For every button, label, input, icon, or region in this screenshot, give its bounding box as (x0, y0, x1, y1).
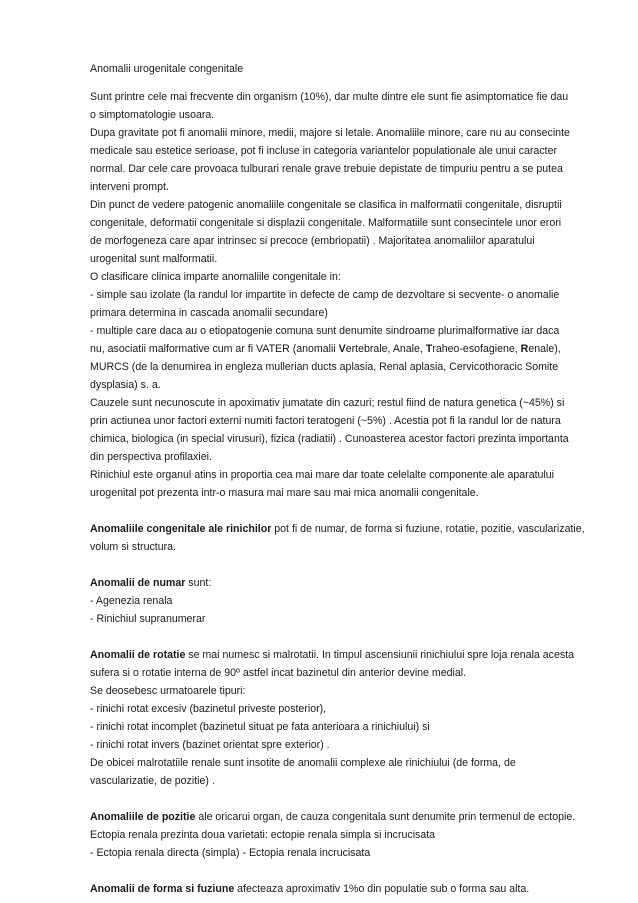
text-line: Anomaliile de pozitie ale oricarui organ, de cauza congenitala sunt denumite prin termenul de ectopie. (90, 811, 576, 823)
document-title: Anomalii urogenitale congenitale (90, 63, 244, 75)
text-line: primara determina in cascada anomalii secundare) (90, 307, 328, 319)
text-line: Anomalii de numar sunt: (90, 577, 212, 589)
text-line: De obicei malrotatiile renale sunt insotite de anomalii complexe ale rinichiului (de forma, de (90, 757, 516, 769)
text-line: - Ectopia renala directa (simpla) - Ectopia renala incrucisata (90, 847, 371, 859)
text-line: interveni prompt. (90, 181, 169, 193)
text-line: vascularizatie, de pozitie) . (90, 775, 215, 787)
text-line: normal. Dar cele care provoaca tulburari renale grave trebuie depistate de timpuriu pentru a se putea (90, 163, 563, 175)
section-heading: Anomaliile congenitale ale rinichilor (90, 523, 272, 535)
kidney-anomalies-paragraph (90, 520, 598, 556)
text-line: Anomalii de forma si fuziune afecteaza aproximativ 1%o din populatie sub o forma sau alta. (90, 883, 530, 895)
text-line: medicale sau estetice serioase, pot fi incluse in categoria variantelor populationale ale unui caracter (90, 145, 557, 157)
text-line: de morfogeneza care apar intrinsec si precoce (embriopatii) . Majoritatea anomaliilor aparatului (90, 235, 535, 247)
section-heading: Anomalii de numar (90, 577, 186, 589)
text-line: - simple sau izolate (la randul lor impartite in defecte de camp de dezvoltare si secvente- o anomalie (90, 289, 560, 301)
text-line: Cauzele sunt necunoscute in apoximativ jumatate din cazuri; restul fiind de natura genetica (~45%) si (90, 397, 565, 409)
text-line: o simptomatologie usoara. (90, 109, 215, 121)
text-line: Rinichiul este organul atins in proportia cea mai mare dar toate celelalte componente ale aparatului (90, 469, 555, 481)
number-anomalies-paragraph (90, 574, 598, 628)
text-line: urogenital pot prezenta intr-o masura mai mare sau mai mica anomalii congenitale. (90, 487, 479, 499)
text-line: Ectopia renala prezinta doua varietati: ectopie renala simpla si incrucisata (90, 829, 436, 841)
rotation-anomalies-paragraph (90, 646, 598, 790)
shape-anomalies-paragraph (90, 880, 598, 898)
intro-paragraph (90, 88, 598, 502)
text-line: Sunt printre cele mai frecvente din organism (10%), dar multe dintre ele sunt fie asimptomatice fie dau (90, 91, 569, 103)
text-line: - rinichi rotat excesiv (bazinetul priveste posterior), (90, 703, 327, 715)
text-line: urogenital sunt malformatii. (90, 253, 218, 265)
text-line: MURCS (de la denumirea in engleza mullerian ducts aplasia, Renal aplasia, Cervicothoracic Somite (90, 361, 559, 373)
text-line: din perspectiva profilaxiei. (90, 451, 212, 463)
text-line: Se deosebesc urmatoarele tipuri: (90, 685, 246, 697)
text-line: Dupa gravitate pot fi anomalii minore, medii, majore si letale. Anomaliile minore, care nu au consecinte (90, 127, 570, 139)
text-line: dysplasia) s. a. (90, 379, 161, 391)
section-heading: Anomaliile de pozitie (90, 811, 196, 823)
text-line: - Agenezia renala (90, 595, 173, 607)
text-line: Anomalii de rotatie se mai numesc si malrotatii. In timpul ascensiunii rinichiului spre loja renala acesta (90, 649, 574, 661)
text-line: congenitale, deformatii congenitale si displazii congenitale. Malformatiile sunt consecintele unor erori (90, 217, 562, 229)
position-anomalies-paragraph (90, 808, 598, 862)
text-line: Anomaliile congenitale ale rinichilor pot fi de numar, de forma si fuziune, rotatie, pozitie, vascularizatie, (90, 523, 585, 535)
text-line: prin actiunea unor factori externi numiti factori teratogeni (~5%) . Acestia pot fi la randul lor de natura (90, 415, 561, 427)
text-line: - multiple care daca au o etiopatogenie comuna sunt denumite sindroame plurimalformative iar daca (90, 325, 560, 337)
section-heading: Anomalii de forma si fuziune (90, 883, 235, 895)
text-line: - Rinichiul supranumerar (90, 613, 206, 625)
text-line: - rinichi rotat incomplet (bazinetul situat pe fata anterioara a rinichiului) si (90, 721, 430, 733)
text-line: volum si structura. (90, 541, 176, 553)
text-line: sufera si o rotatie interna de 90º astfel incat bazinetul din anterior devine medial. (90, 667, 467, 679)
text-line: chimica, biologica (in special virusuri), fizica (radiatii) . Cunoasterea acestor factori prezinta importanta (90, 433, 569, 445)
text-line: nu, asociatii malformative cum ar fi VATER (anomalii Vertebrale, Anale, Traheo-esofagiene, Renale), (90, 343, 561, 355)
section-heading: Anomalii de rotatie (90, 649, 186, 661)
text-line: - rinichi rotat invers (bazinet orientat spre exterior) . (90, 739, 330, 751)
text-line: Din punct de vedere patogenic anomaliile congenitale se clasifica in malformatii congenitale, disruptii (90, 199, 562, 211)
text-line: O clasificare clinica imparte anomaliile congenitale in: (90, 271, 341, 283)
